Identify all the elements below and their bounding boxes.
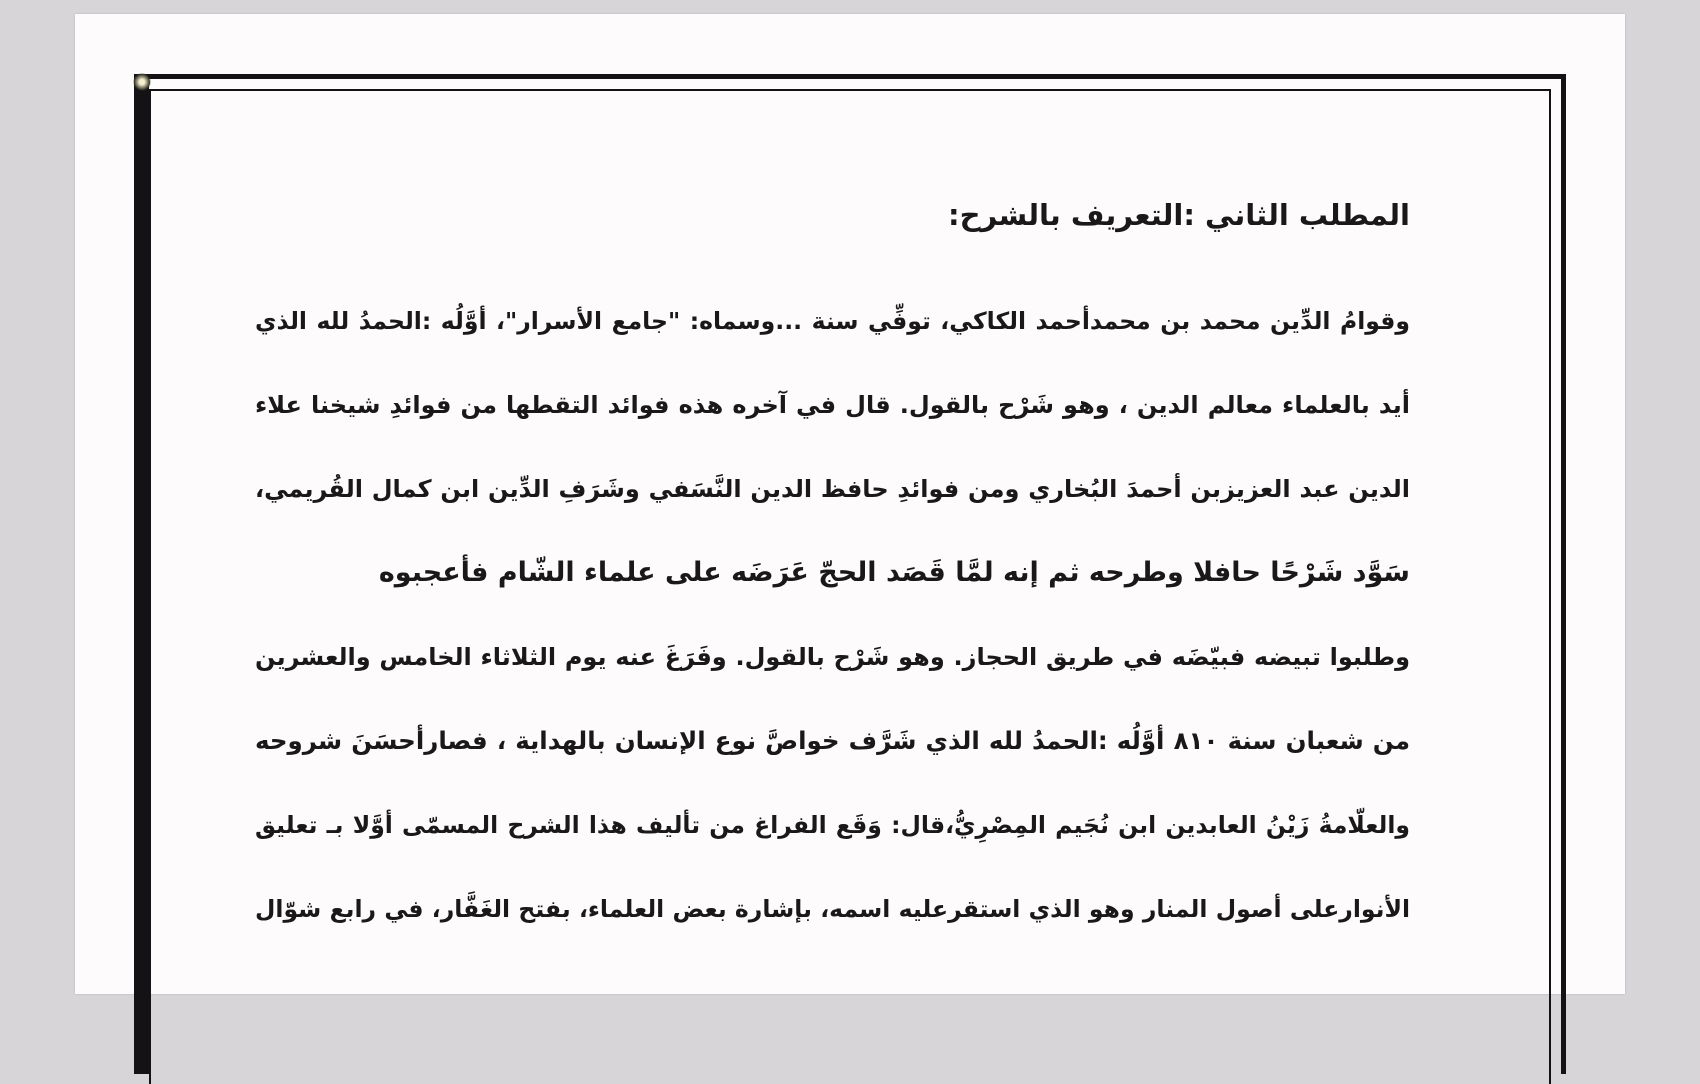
- text-line: والعلّامةُ زَيْنُ العابدين ابن نُجَيم المِصْرِيُّ،قال: وَقَع الفراغ من تأليف هذا الشرح المسمّى أوَّلا بـ تعليق: [255, 811, 1410, 839]
- text-line: وطلبوا تبيضه فبيّضَه في طريق الحجاز. وهو شَرْح بالقول. وفَرَغَ عنه يوم الثلاثاء الخامس والعشرين: [255, 643, 1410, 671]
- text-line: سَوَّد شَرْحًا حافلا وطرحه ثم إنه لمَّا قَصَد الحجّ عَرَضَه على علماء الشّام فأعجبوه: [378, 557, 1410, 588]
- text-line: وقوامُ الدِّين محمد بن محمدأحمد الكاكي، توفِّي سنة ...وسماه: "جامع الأسرار"، أوَّلُه :الحمدُ لله الذي: [255, 307, 1410, 335]
- section-heading: المطلب الثاني :التعريف بالشرح:: [948, 198, 1410, 232]
- text-line: الدين عبد العزيزبن أحمدَ البُخاري ومن فوائدِ حافظ الدين النَّسَفي وشَرَفِ الدِّين ابن كمال القُريمي،: [255, 475, 1410, 503]
- corner-ornament-icon: [133, 73, 151, 91]
- document-body: [255, 195, 1410, 951]
- text-line: من شعبان سنة ٨١٠ أوَّلُه :الحمدُ لله الذي شَرَّف خواصَّ نوع الإنسان بالهداية ، فصارأحسَنَ شروحه: [255, 726, 1410, 755]
- page-border-left-band: [139, 79, 149, 1074]
- text-line: أيد بالعلماء معالم الدين ، وهو شَرْح بالقول. قال في آخره هذه فوائد التقطها من فوائدِ شيخنا علاء: [255, 391, 1410, 419]
- text-line: الأنوارعلى أصول المنار وهو الذي استقرعليه اسمه، بإشارة بعض العلماء، بفتح الغَفَّار، في رابع شوّال: [255, 895, 1410, 923]
